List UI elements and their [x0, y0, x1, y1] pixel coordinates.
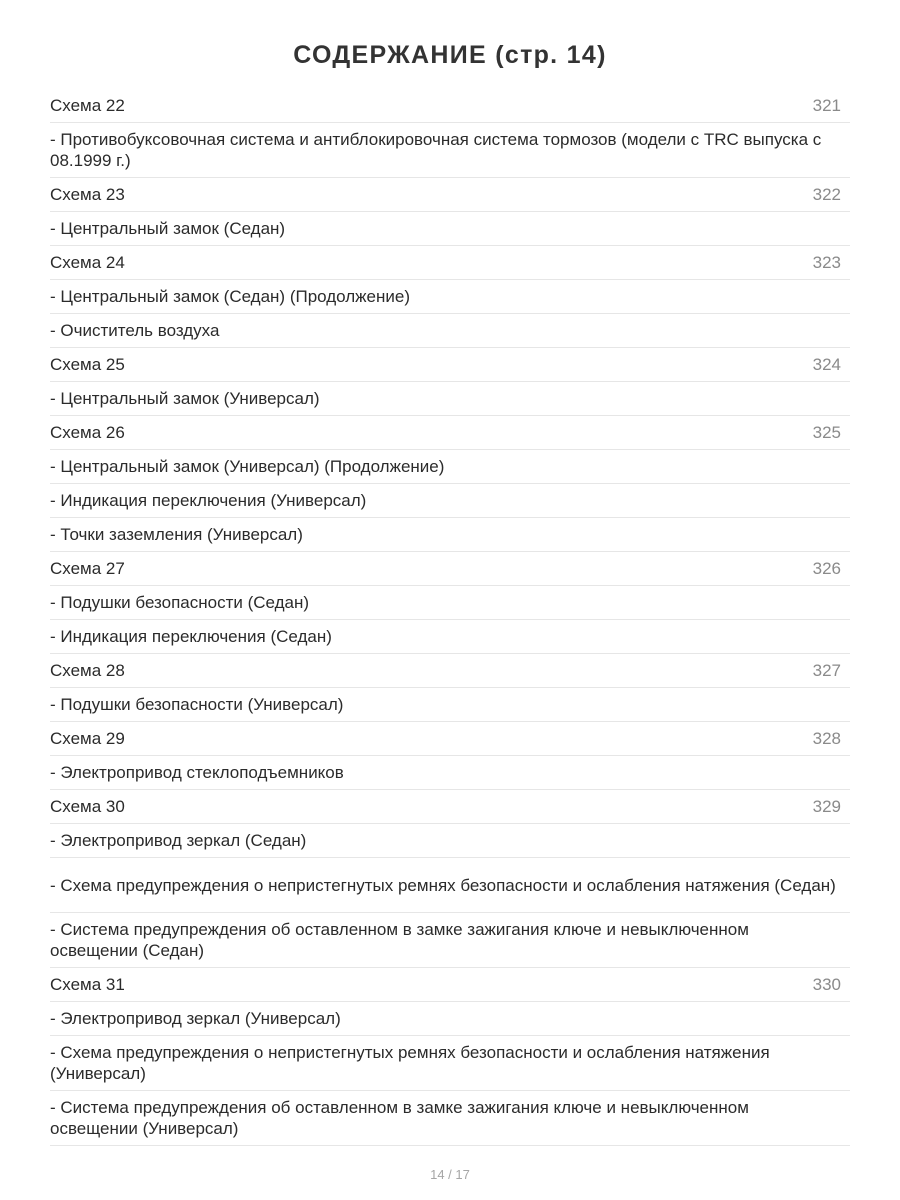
toc-entry-text: Схема 31	[50, 975, 125, 994]
toc-page-number: 330	[812, 975, 841, 994]
toc-entry-text: - Подушки безопасности (Седан)	[50, 593, 310, 612]
toc-entry-text: - Противобуксовочная система и антиблокировочная система тормозов (модели с TRC выпуска с 08.1999 г.)	[50, 130, 822, 170]
toc-entry-text: Схема 26	[50, 423, 125, 442]
toc-row-item[interactable]	[50, 586, 850, 620]
toc-page-number: 321	[812, 96, 841, 115]
toc-entry-text: Схема 30	[50, 797, 125, 816]
toc-page-number: 322	[812, 185, 841, 204]
toc-row-item[interactable]	[50, 858, 850, 913]
toc-entry-text: - Схема предупреждения о непристегнутых ремнях безопасности и ослабления натяжения (Универсал)	[50, 1043, 770, 1083]
toc-entry-text: Схема 23	[50, 185, 125, 204]
toc-row-scheme-28[interactable]	[50, 654, 850, 688]
toc-entry-text: Схема 28	[50, 661, 125, 680]
toc-page-number: 325	[812, 423, 841, 442]
toc-row-scheme-24[interactable]	[50, 246, 850, 280]
toc-entry-text: - Подушки безопасности (Универсал)	[50, 695, 344, 714]
toc-row-item[interactable]	[50, 484, 850, 518]
toc-row-item[interactable]	[50, 913, 850, 968]
toc-entry-text: - Индикация переключения (Седан)	[50, 627, 332, 646]
toc-row-item[interactable]	[50, 314, 850, 348]
toc-row-scheme-22[interactable]	[50, 89, 850, 123]
page-title: СОДЕРЖАНИЕ (стр. 14)	[293, 41, 607, 69]
toc-page-number: 328	[812, 729, 841, 748]
toc-entry-text: - Очиститель воздуха	[50, 321, 220, 340]
toc-row-scheme-31[interactable]	[50, 968, 850, 1002]
toc-entry-text: - Электропривод зеркал (Седан)	[50, 831, 307, 850]
toc-row-scheme-23[interactable]	[50, 178, 850, 212]
toc-entry-text: - Центральный замок (Седан)	[50, 219, 286, 238]
toc-entry-text: Схема 27	[50, 559, 125, 578]
toc-page-number: 327	[812, 661, 841, 680]
toc-page-number: 324	[812, 355, 841, 374]
toc-page-number: 329	[812, 797, 841, 816]
toc-entry-text: - Центральный замок (Универсал) (Продолжение)	[50, 457, 445, 476]
toc-row-scheme-29[interactable]	[50, 722, 850, 756]
toc-row-scheme-30[interactable]	[50, 790, 850, 824]
toc-row-item[interactable]	[50, 620, 850, 654]
toc-row-item[interactable]	[50, 450, 850, 484]
toc-row-item[interactable]	[50, 688, 850, 722]
toc-row-scheme-25[interactable]	[50, 348, 850, 382]
toc-row-item[interactable]	[50, 280, 850, 314]
toc-entry-text: - Точки заземления (Универсал)	[50, 525, 303, 544]
toc-row-item[interactable]	[50, 824, 850, 858]
toc-row-item[interactable]	[50, 1002, 850, 1036]
toc-page-number: 326	[812, 559, 841, 578]
toc-row-item[interactable]	[50, 382, 850, 416]
toc-entry-text: - Схема предупреждения о непристегнутых ремнях безопасности и ослабления натяжения (Седан)	[50, 875, 836, 895]
toc-entry-text: Схема 24	[50, 253, 125, 272]
toc-entry-text: Схема 25	[50, 355, 125, 374]
toc-row-item[interactable]	[50, 518, 850, 552]
toc-entry-text: - Система предупреждения об оставленном в замке зажигания ключе и невыключенном освещении (Седан)	[50, 920, 749, 960]
toc-list	[50, 89, 850, 1146]
toc-entry-text: Схема 22	[50, 96, 125, 115]
toc-row-item[interactable]	[50, 1036, 850, 1091]
toc-page-number: 323	[812, 253, 841, 272]
toc-row-item[interactable]	[50, 1091, 850, 1146]
toc-row-item[interactable]	[50, 123, 850, 178]
toc-entry-text: - Система предупреждения об оставленном в замке зажигания ключе и невыключенном освещении (Универсал)	[50, 1098, 749, 1138]
toc-row-item[interactable]	[50, 212, 850, 246]
toc-row-scheme-27[interactable]	[50, 552, 850, 586]
toc-entry-text: Схема 29	[50, 729, 125, 748]
toc-entry-text: - Электропривод зеркал (Универсал)	[50, 1009, 341, 1028]
toc-row-scheme-26[interactable]	[50, 416, 850, 450]
toc-entry-text: - Электропривод стеклоподъемников	[50, 763, 344, 782]
toc-entry-text: - Центральный замок (Универсал)	[50, 389, 320, 408]
toc-entry-text: - Центральный замок (Седан) (Продолжение)	[50, 287, 410, 306]
toc-row-item[interactable]	[50, 756, 850, 790]
page-indicator: 14 / 17	[430, 1167, 470, 1182]
toc-entry-text: - Индикация переключения (Универсал)	[50, 491, 367, 510]
